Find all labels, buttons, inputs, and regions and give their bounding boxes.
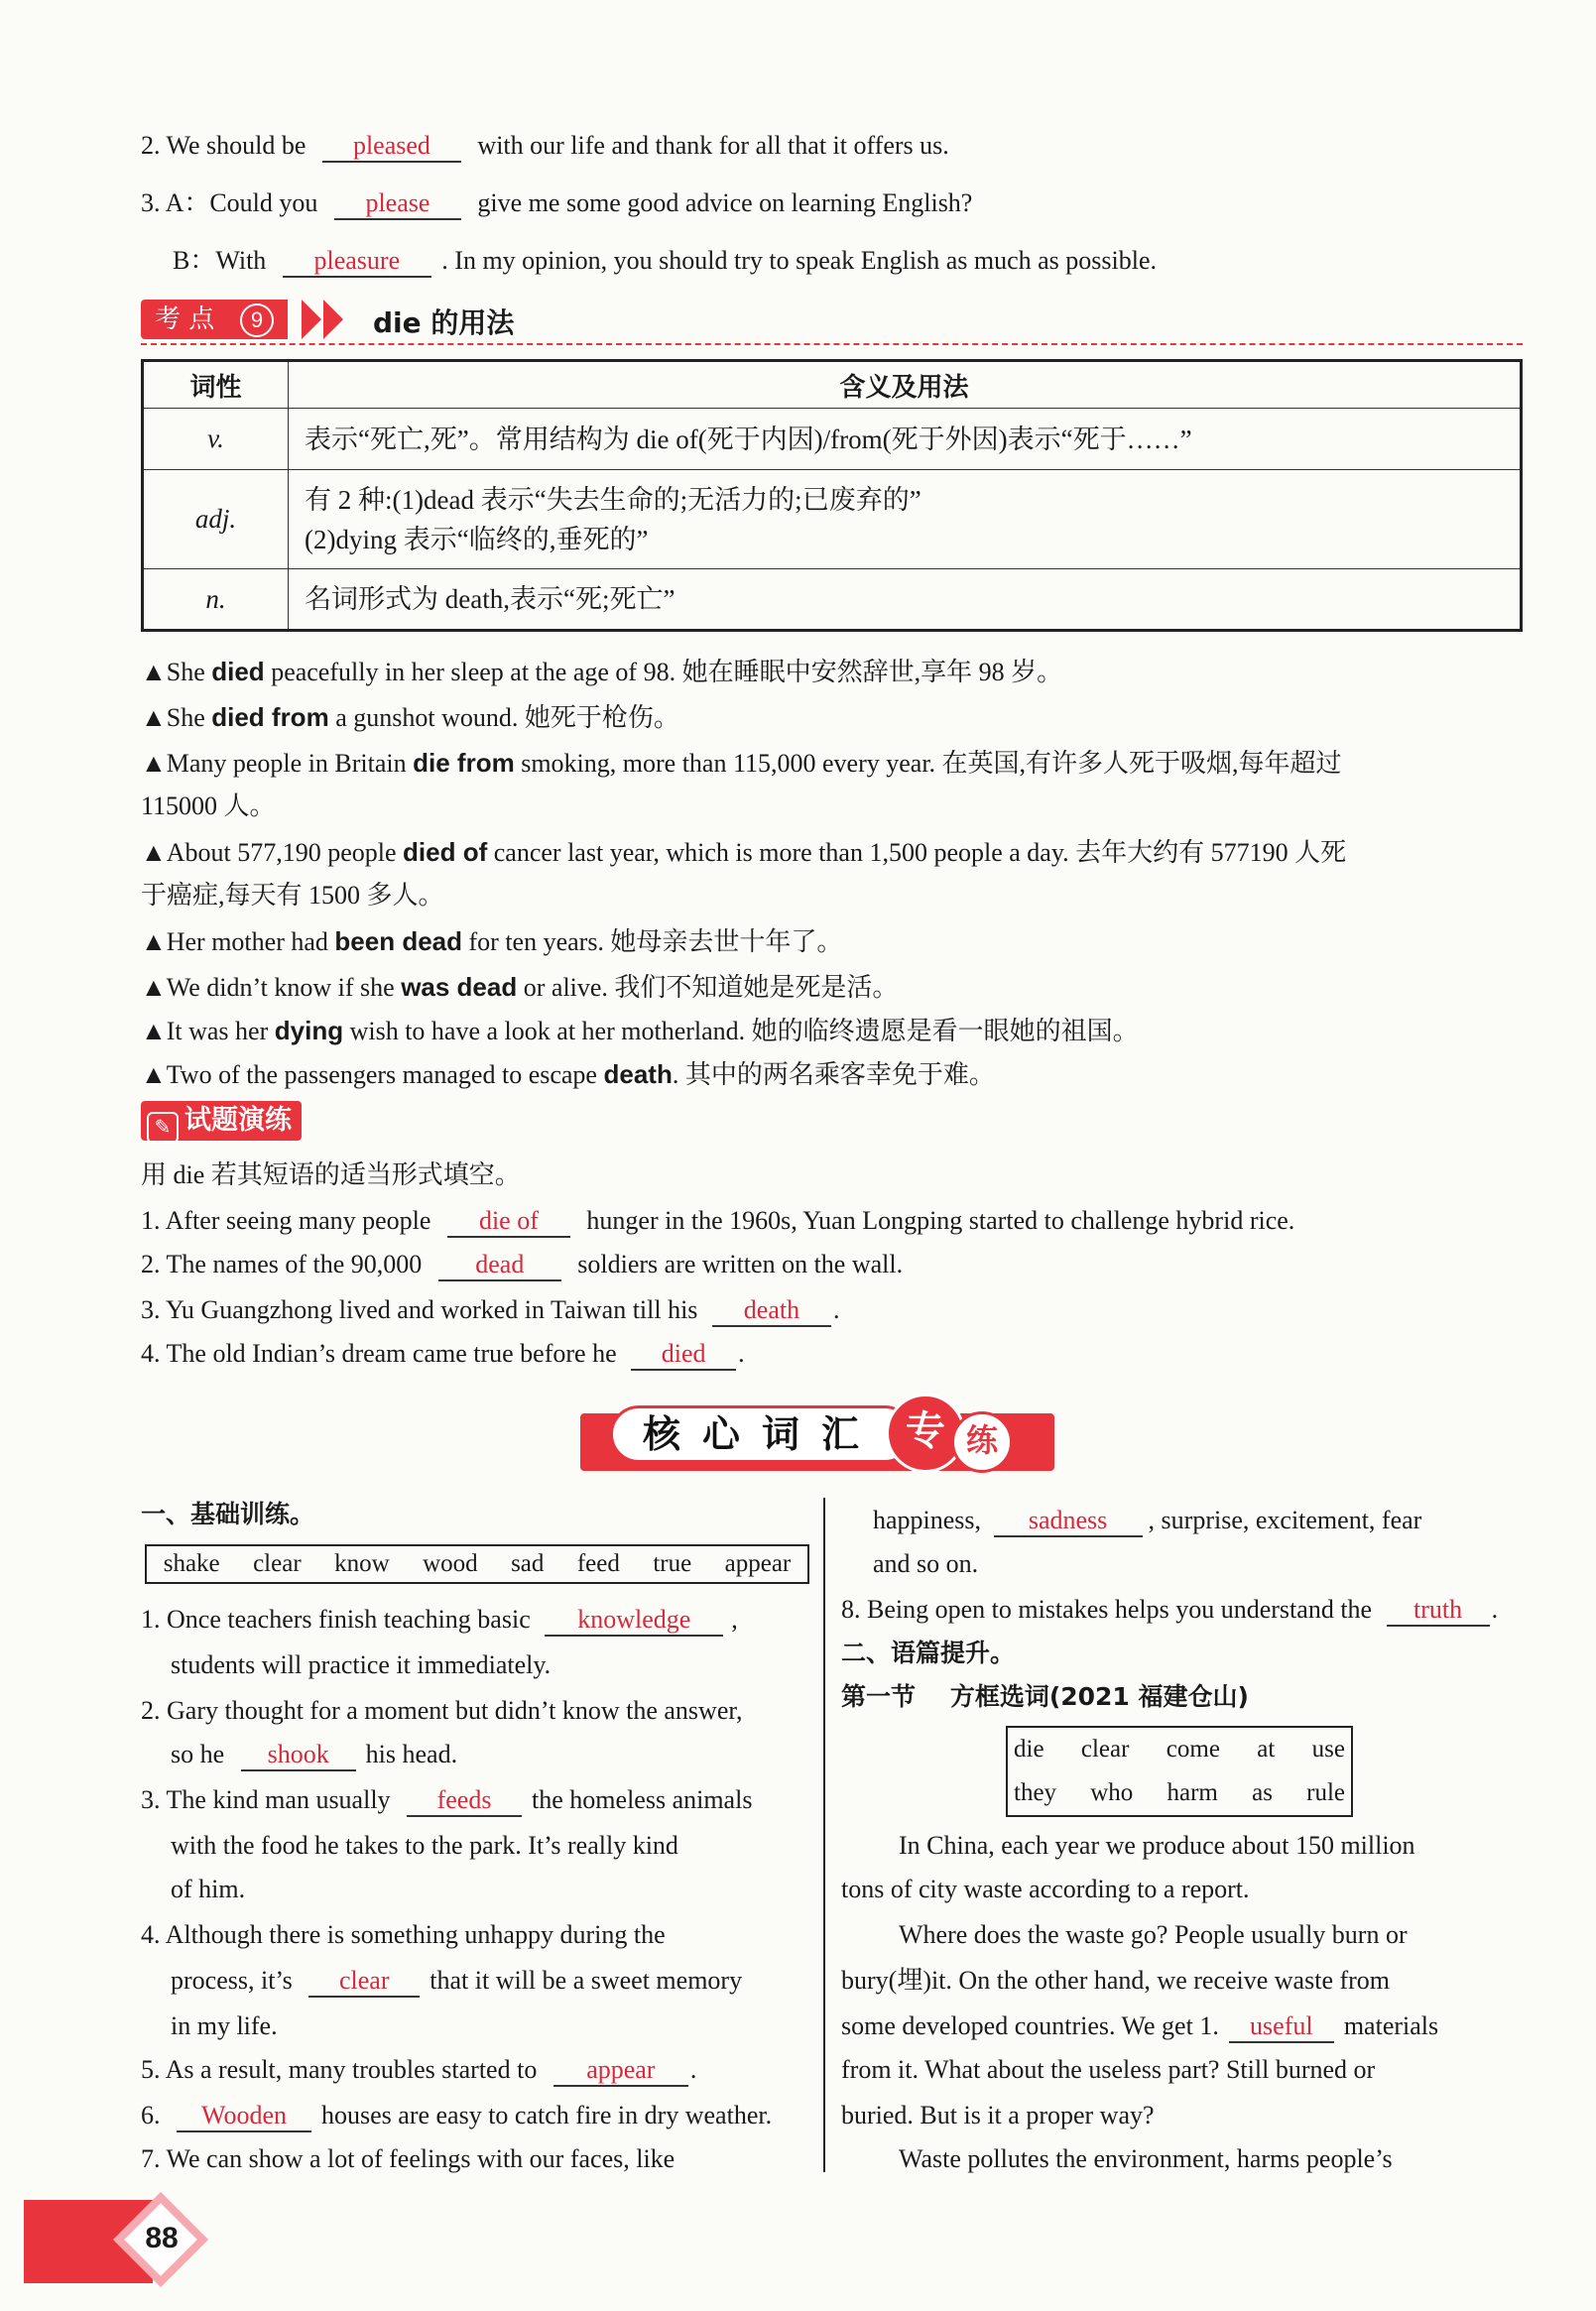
example-sentence: 于癌症,每天有 1500 多人。 bbox=[141, 881, 444, 910]
page-number: 88 bbox=[145, 2222, 179, 2254]
vocab-item: happiness, sadness , surprise, excitement, fear bbox=[873, 1504, 1421, 1537]
answer-blank: feeds bbox=[407, 1785, 522, 1817]
passage-line: In China, each year we produce about 150 million bbox=[899, 1831, 1415, 1860]
table-row bbox=[143, 470, 1522, 569]
cloze-word-box: die clear come at use they who harm as rule bbox=[1006, 1726, 1353, 1817]
vocab-item: with the food he takes to the park. It’s really kind bbox=[171, 1831, 678, 1860]
vocab-item: so he shook his head. bbox=[171, 1738, 457, 1771]
answer-blank: pleased bbox=[322, 131, 461, 163]
answer-blank: shook bbox=[241, 1740, 356, 1771]
example-sentence: ▲Her mother had been dead for ten years. 她母亲去世十年了。 bbox=[141, 926, 843, 956]
vocab-item: of him. bbox=[171, 1875, 246, 1903]
meaning-cell: 表示“死亡,死”。常用结构为 die of(死于内因)/from(死于外因)表示“死于……” bbox=[289, 409, 1522, 470]
vocab-item: 4. Although there is something unhappy during the bbox=[141, 1920, 666, 1949]
practice-item: 3. Yu Guangzhong lived and worked in Taiwan till his death . bbox=[141, 1293, 839, 1327]
vocab-item: 7. We can show a lot of feelings with our faces, like bbox=[141, 2144, 675, 2173]
pos-cell: v. bbox=[143, 409, 289, 470]
kaodian-title: die 的用法 bbox=[373, 306, 515, 339]
example-sentence: ▲Two of the passengers managed to escape death. 其中的两名乘客幸免于难。 bbox=[141, 1059, 995, 1089]
kaodian-badge: 考 点 9 bbox=[141, 300, 288, 339]
example-sentence: ▲It was her dying wish to have a look at her motherland. 她的临终遗愿是看一眼她的祖国。 bbox=[141, 1016, 1139, 1045]
section-heading: 一、基础训练。 bbox=[141, 1500, 315, 1528]
answer-blank: appear bbox=[553, 2055, 688, 2087]
passage-line: some developed countries. We get 1. useful materials bbox=[841, 2009, 1438, 2043]
vocab-item: process, it’s clear that it will be a sweet memory bbox=[171, 1964, 742, 1998]
example-sentence: ▲Many people in Britain die from smoking, more than 115,000 every year. 在英国,有许多人死于吸烟,每年超过 bbox=[141, 748, 1342, 778]
vocab-item: 3. The kind man usually feeds the homeless animals bbox=[141, 1783, 752, 1817]
pos-cell: n. bbox=[143, 569, 289, 631]
page-number-badge bbox=[24, 2200, 212, 2283]
meaning-cell: 有 2 种:(1)dead 表示“失去生命的;无活力的;已废弃的” (2)dying 表示“临终的,垂死的” bbox=[289, 470, 1522, 569]
answer-blank: die of bbox=[447, 1206, 570, 1238]
part-heading: 第一节 方框选词(2021 福建仓山) bbox=[841, 1682, 1249, 1711]
vocab-item: in my life. bbox=[171, 2011, 278, 2040]
kaodian-number: 9 bbox=[240, 304, 274, 337]
pos-cell: adj. bbox=[143, 470, 289, 569]
vocab-banner-lian: 练 bbox=[951, 1411, 1013, 1473]
passage-line: from it. What about the useless part? Still burned or bbox=[841, 2055, 1376, 2084]
answer-blank: useful bbox=[1229, 2011, 1334, 2043]
example-sentence: 115000 人。 bbox=[141, 791, 276, 820]
answer-blank: please bbox=[334, 188, 461, 220]
vocab-item: 8. Being open to mistakes helps you understand the truth . bbox=[841, 1593, 1498, 1627]
example-sentence: ▲She died peacefully in her sleep at the age of 98. 她在睡眠中安然辞世,享年 98 岁。 bbox=[141, 657, 1063, 686]
answer-blank: death bbox=[712, 1295, 831, 1327]
vocab-item: and so on. bbox=[873, 1549, 979, 1578]
table-row bbox=[143, 409, 1522, 470]
column-divider bbox=[823, 1498, 825, 2172]
practice-item: 2. The names of the 90,000 dead soldiers are written on the wall. bbox=[141, 1248, 903, 1281]
practice-item: 4. The old Indian’s dream came true before he died . bbox=[141, 1337, 745, 1371]
example-sentence: ▲She died from a gunshot wound. 她死于枪伤。 bbox=[141, 702, 679, 732]
word-box: shake clear know wood sad feed true appear bbox=[145, 1544, 809, 1584]
vocab-banner bbox=[580, 1394, 1054, 1477]
table-header-row bbox=[143, 361, 1522, 409]
vocab-banner-title: 核心词汇 bbox=[610, 1405, 914, 1463]
meaning-cell: 名词形式为 death,表示“死;死亡” bbox=[289, 569, 1522, 631]
divider bbox=[141, 343, 1523, 345]
chevron-right-icon bbox=[302, 300, 321, 339]
practice-item: 1. After seeing many people die of hunger in the 1960s, Yuan Longping started to challenge hybrid rice. bbox=[141, 1204, 1294, 1238]
answer-blank: dead bbox=[438, 1250, 561, 1281]
vocab-item: students will practice it immediately. bbox=[171, 1650, 552, 1679]
practice-instruction: 用 die 若其短语的适当形式填空。 bbox=[141, 1160, 521, 1189]
vocab-item: 2. Gary thought for a moment but didn’t know the answer, bbox=[141, 1696, 743, 1725]
vocab-item: 1. Once teachers finish teaching basic knowledge , bbox=[141, 1603, 738, 1637]
table-header: 词性 bbox=[143, 361, 289, 409]
vocab-banner-zhuan: 专 bbox=[886, 1394, 965, 1473]
usage-table bbox=[141, 359, 1523, 632]
answer-blank: truth bbox=[1387, 1595, 1490, 1627]
answer-blank: Wooden bbox=[177, 2101, 311, 2132]
vocab-item: 6. Wooden houses are easy to catch fire in dry weather. bbox=[141, 2099, 772, 2132]
exercise-q2: 2. We should be pleased with our life and thank for all that it offers us. bbox=[141, 129, 949, 163]
passage-line: tons of city waste according to a report. bbox=[841, 1875, 1250, 1903]
exercise-q3b: B：With pleasure . In my opinion, you should try to speak English as much as possible. bbox=[173, 244, 1157, 278]
answer-blank: knowledge bbox=[545, 1605, 723, 1637]
passage-line: Waste pollutes the environment, harms people’s bbox=[899, 2144, 1393, 2173]
practice-badge: ✎ 试题演练 bbox=[141, 1101, 302, 1141]
answer-blank: died bbox=[631, 1339, 736, 1371]
passage-line: buried. But is it a proper way? bbox=[841, 2101, 1155, 2129]
exercise-q3a: 3. A：Could you please give me some good advice on learning English? bbox=[141, 186, 972, 220]
chevron-right-icon bbox=[323, 300, 343, 339]
practice-icon: ✎ bbox=[147, 1112, 179, 1144]
answer-blank: clear bbox=[308, 1966, 420, 1998]
example-sentence: ▲We didn’t know if she was dead or alive. 我们不知道她是死是活。 bbox=[141, 972, 899, 1002]
passage-line: Where does the waste go? People usually burn or bbox=[899, 1920, 1408, 1949]
table-row bbox=[143, 569, 1522, 631]
table-header: 含义及用法 bbox=[289, 361, 1522, 409]
section-heading: 二、语篇提升。 bbox=[841, 1639, 1016, 1667]
answer-blank: sadness bbox=[994, 1506, 1143, 1537]
example-sentence: ▲About 577,190 people died of cancer last year, which is more than 1,500 people a day. 去年大约有 577190 人死 bbox=[141, 837, 1347, 867]
vocab-item: 5. As a result, many troubles started to appear . bbox=[141, 2053, 696, 2087]
answer-blank: pleasure bbox=[283, 246, 431, 278]
passage-line: bury(埋)it. On the other hand, we receive waste from bbox=[841, 1966, 1391, 1995]
